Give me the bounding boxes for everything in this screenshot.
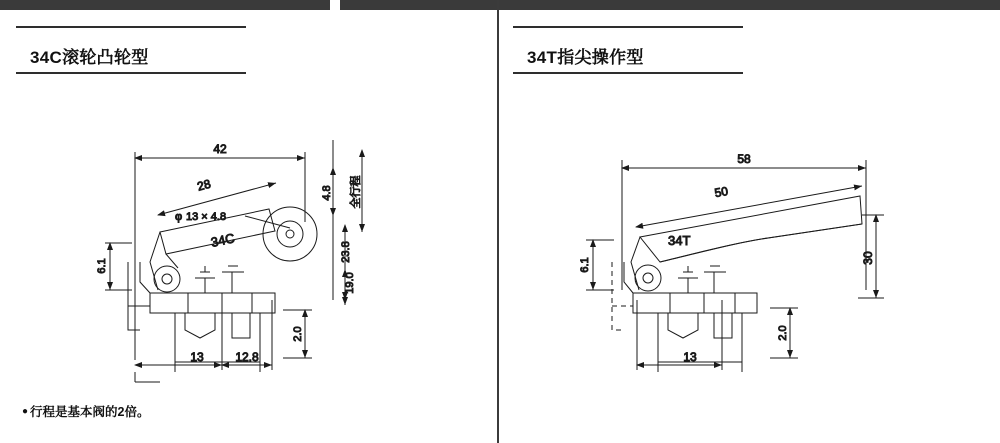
dim-34t-58: 58 xyxy=(737,152,751,166)
dim-34c-roller-spec: 13 × 4.8 xyxy=(186,211,227,223)
drawing-34t xyxy=(579,152,884,372)
dim-34c-full-stroke: 全行程 xyxy=(350,175,362,209)
dim-34t-2.0: 2.0 xyxy=(777,325,789,341)
dim-34c-28: 28 xyxy=(195,176,213,194)
panel-title-34c: 34C滚轮凸轮型 xyxy=(30,48,149,67)
dim-34t-50: 50 xyxy=(713,184,730,201)
part-label-34t: 34T xyxy=(668,233,691,248)
part-label-34c: 34C xyxy=(209,230,236,250)
dim-34c-23.8: 23.8 xyxy=(340,241,352,263)
footnote xyxy=(22,402,150,420)
panel-title-34t: 34T指尖操作型 xyxy=(527,48,644,67)
dim-34t-13: 13 xyxy=(683,350,697,364)
dim-34c-19.0: 19.0 xyxy=(344,272,356,294)
dim-34t-30: 30 xyxy=(861,251,875,265)
dim-34c-4.8: 4.8 xyxy=(321,185,333,201)
dim-34c-2.0: 2.0 xyxy=(292,326,304,342)
dim-34c-42: 42 xyxy=(213,142,227,156)
dim-34t-6.1: 6.1 xyxy=(579,257,591,273)
footnote-text: 行程是基本阀的2倍。 xyxy=(30,405,150,419)
footnote-bullet: ● xyxy=(22,406,29,417)
drawing-34c xyxy=(96,140,362,382)
dim-34c-13: 13 xyxy=(190,350,204,364)
dim-34c-12.8: 12.8 xyxy=(235,350,259,364)
dim-34c-roller-prefix: φ xyxy=(175,211,183,223)
dim-34c-6.1: 6.1 xyxy=(96,258,108,274)
